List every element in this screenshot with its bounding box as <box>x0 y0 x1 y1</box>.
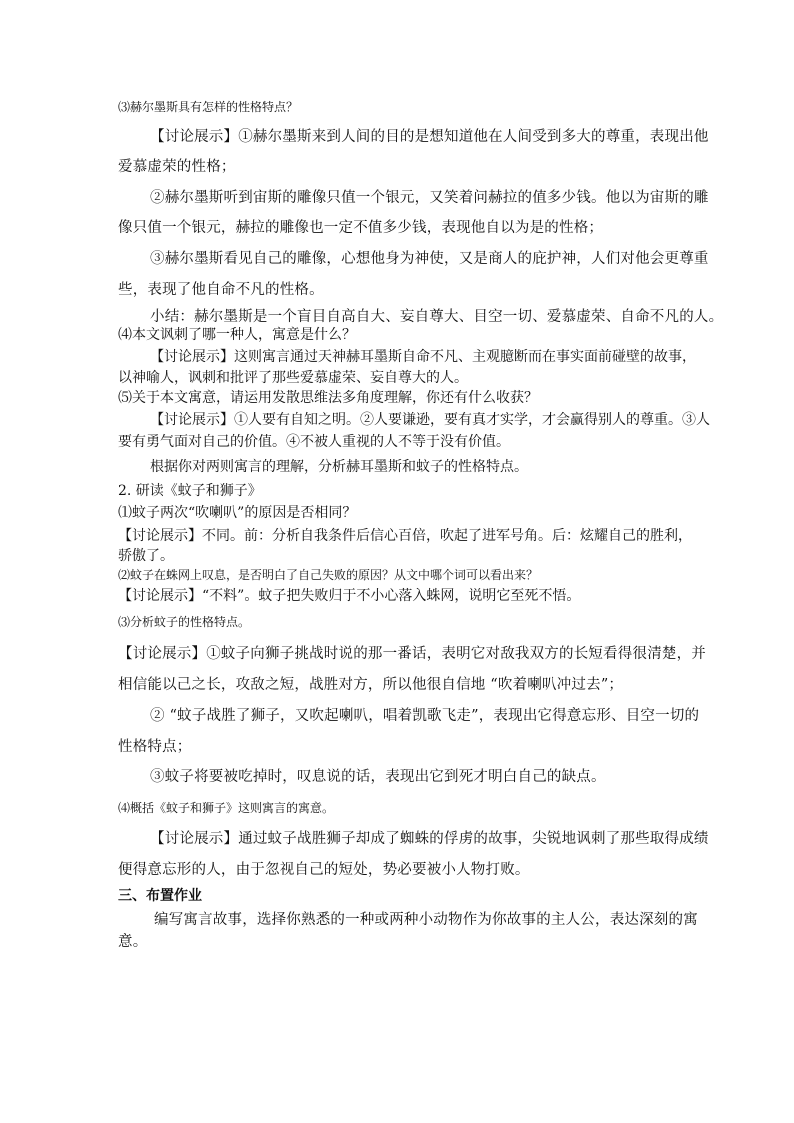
q3-answer-1-line-1: 【讨论展示】①赫尔墨斯来到人间的目的是想知道他在人间受到多大的尊重，表现出他 <box>150 129 709 145</box>
q3-answer-3-line-2: 些，表现了他自命不凡的性格。 <box>118 282 324 298</box>
section-3-title: 三、布置作业 <box>118 888 202 904</box>
s2-answer-4-line-2: 便得意忘形的人，由于忽视自己的短处，势必要被小人物打败。 <box>118 862 530 878</box>
s2-answer-3-line-1: 【讨论展示】①蚊子向狮子挑战时说的那一番话，表明它对敌我双方的长短看得很清楚，并 <box>118 646 706 662</box>
s2-answer-3-para-2-line-1: ② “蚊子战胜了狮子，又吹起喇叭，唱着凯歌飞走”，表现出它得意忘形、目空一切的 <box>150 708 700 724</box>
q3-answer-2-line-1: ②赫尔墨斯听到宙斯的雕像只值一个银元，又笑着问赫拉的值多少钱。他以为宙斯的雕 <box>150 190 709 206</box>
s2-answer-3-para-3: ③蚊子将要被吃掉时，叹息说的话，表现出它到死才明白自己的缺点。 <box>150 769 606 785</box>
s2-answer-1-line-1: 【讨论展示】不同。前：分析自我条件后信心百倍，吹起了进军号角。后：炫耀自己的胜利， <box>118 528 692 544</box>
question-5-title: ⑸关于本文寓意，请运用发散思维法多角度理解，你还有什么收获？ <box>118 390 538 406</box>
s2-answer-1-line-2: 骄傲了。 <box>118 548 174 564</box>
s2-question-1: ⑴蚊子两次“吹喇叭”的原因是否相同？ <box>118 505 357 521</box>
section-2-title: 2. 研读《蚊子和狮子》 <box>118 483 262 499</box>
s2-answer-3-para-2-line-2: 性格特点； <box>118 739 192 755</box>
s2-answer-2: 【讨论展示】“不料”。蚊子把失败归于不小心落入蛛网，说明它至死不悟。 <box>118 588 581 604</box>
q4-answer-line-2: 以神喻人，讽刺和批评了那些爱慕虚荣、妄自尊大的人。 <box>118 370 468 386</box>
question-4-title: ⑷本文讽刺了哪一种人，寓意是什么？ <box>118 327 356 343</box>
s2-question-3: ⑶分析蚊子的性格特点。 <box>118 615 251 629</box>
q4-answer-line-1: 【讨论展示】这则寓言通过天神赫耳墨斯自命不凡、主观臆断而在事实面前碰壁的故事， <box>150 349 696 365</box>
q3-answer-3-line-1: ③赫尔墨斯看见自己的雕像，心想他身为神使，又是商人的庇护神，人们对他会更尊重 <box>150 251 709 267</box>
s2-answer-4-line-1: 【讨论展示】通过蚊子战胜狮子却成了蜘蛛的俘虏的故事，尖锐地讽刺了那些取得成绩 <box>150 831 709 847</box>
question-3-title: ⑶赫尔墨斯具有怎样的性格特点？ <box>118 100 299 114</box>
s2-question-4: ⑷概括《蚊子和狮子》这则寓言的寓意。 <box>118 801 335 815</box>
q3-answer-2-line-2: 像只值一个银元，赫拉的雕像也一定不值多少钱，表现他自以为是的性格； <box>118 220 604 236</box>
q3-answer-1-line-2: 爱慕虚荣的性格； <box>118 159 236 175</box>
q5-answer-line-2: 要有勇气面对自己的价值。④不被人重视的人不等于没有价值。 <box>118 434 510 450</box>
q3-summary: 小结：赫尔墨斯是一个盲目自高自大、妄自尊大、目空一切、爱慕虚荣、自命不凡的人。 <box>150 309 724 325</box>
s2-question-2: ⑵蚊子在蛛网上叹息，是否明白了自己失败的原因？从文中哪个词可以看出来？ <box>118 568 539 582</box>
s3-task-line-1: 编写寓言故事，选择你熟悉的一种或两种小动物作为你故事的主人公，表达深刻的寓 <box>154 912 698 928</box>
s2-answer-3-line-2: 相信能以己之长，攻敌之短，战胜对方，所以他很自信地 “吹着喇叭冲过去”； <box>118 677 624 693</box>
s3-task-line-2: 意。 <box>118 934 148 950</box>
q5-answer-line-1: 【讨论展示】①人要有自知之明。②人要谦逊，要有真才实学，才会赢得别人的尊重。③人 <box>150 412 710 428</box>
transition-paragraph: 根据你对两则寓言的理解，分析赫耳墨斯和蚊子的性格特点。 <box>150 459 528 475</box>
